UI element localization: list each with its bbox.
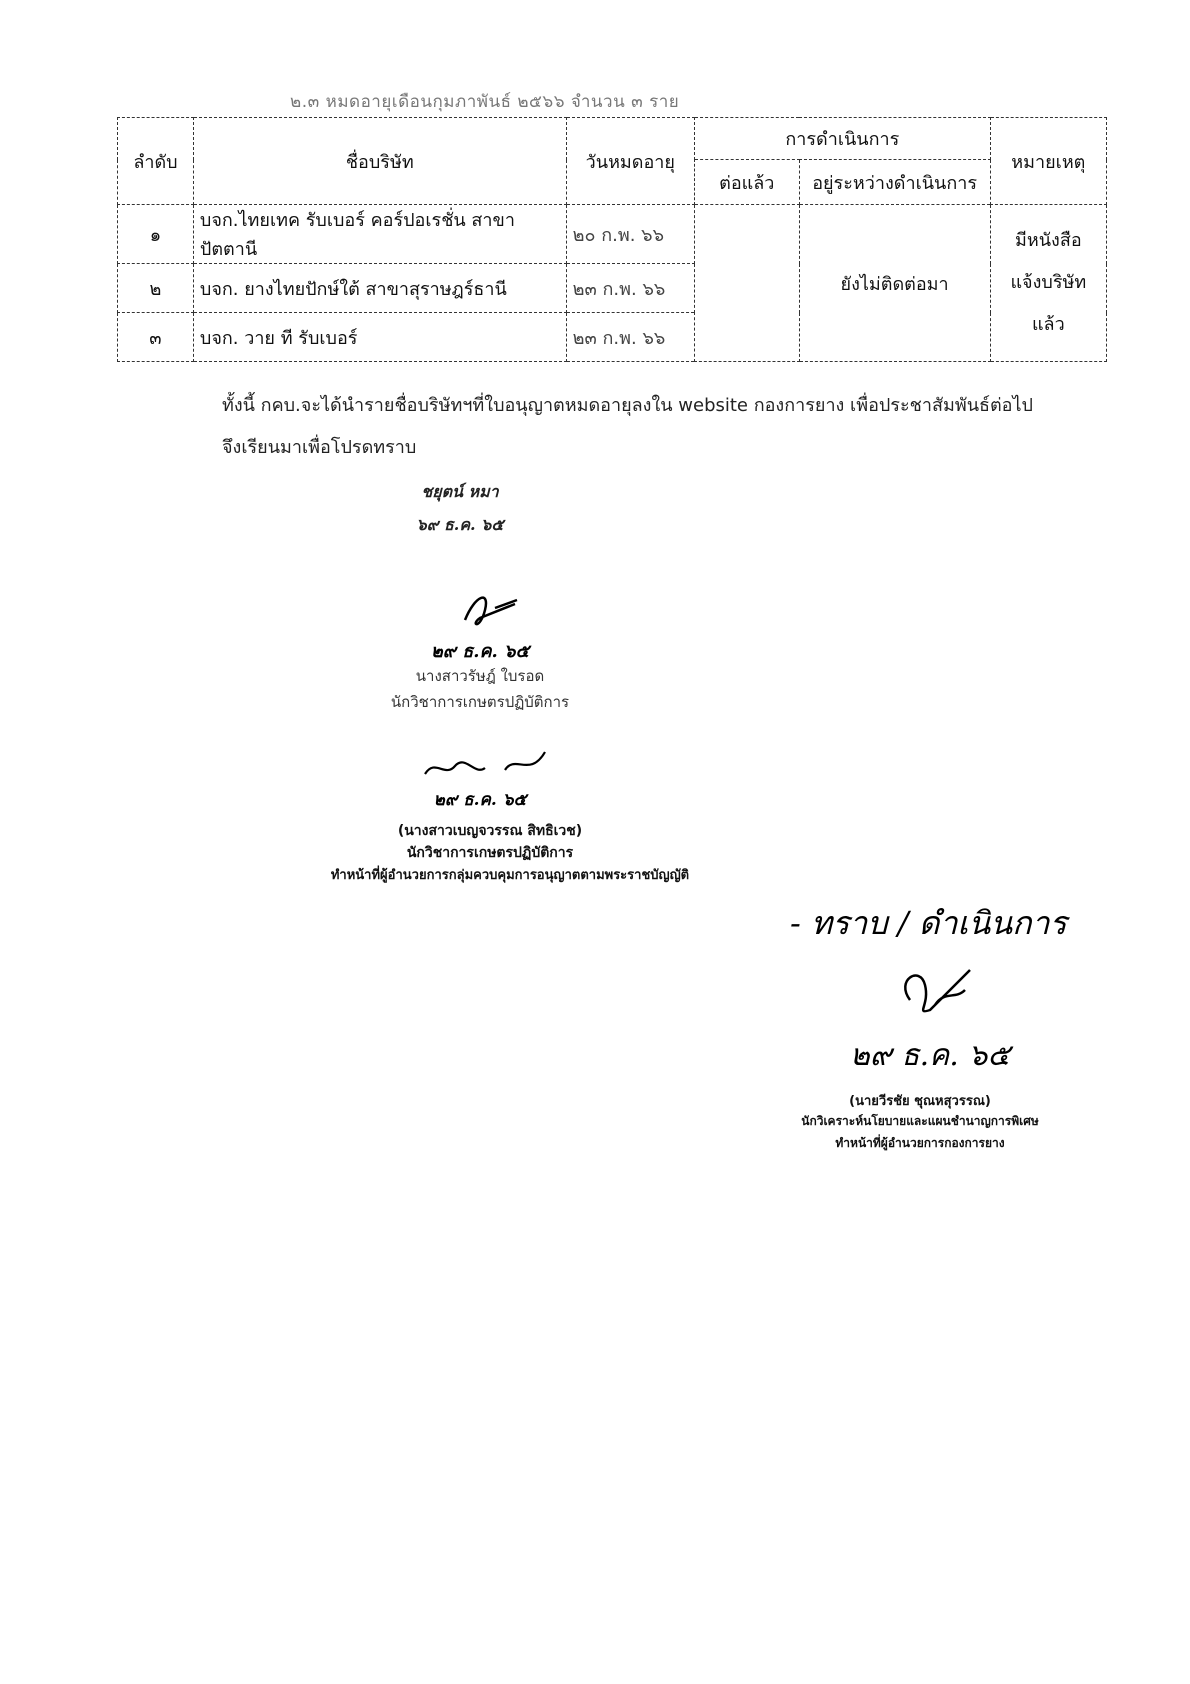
sig2-role: ทำหน้าที่ผู้อำนวยการกลุ่มควบคุมการอนุญาตตามพระราชบัญญัติ — [330, 868, 690, 883]
sig2-title: นักวิชาการเกษตรปฏิบัติการ — [406, 845, 574, 861]
header-company: ชื่อบริษัท — [193, 118, 566, 205]
header-done: ต่อแล้ว — [694, 160, 799, 205]
paragraph-closing: จึงเรียนมาเพื่อโปรดทราบ — [222, 437, 417, 458]
sig3-title: นักวิเคราะห์นโยบายและแผนชำนาญการพิเศษ — [801, 1114, 1039, 1128]
row-no: ๒ — [118, 264, 194, 313]
remark-cell — [990, 205, 1106, 362]
handwritten-note-2: - ทราบ / ดำเนินการ — [790, 904, 1067, 942]
sig1-date: ๒๙ ธ.ค. ๖๕ — [430, 641, 530, 662]
handwritten-line: ชยุตน์ หมา — [421, 482, 499, 501]
section-caption: ๒.๓ หมดอายุเดือนกุมภาพันธ์ ๒๕๖๖ จำนวน ๓ ราย — [290, 92, 680, 112]
sig3-role: ทำหน้าที่ผู้อำนวยการกองการยาง — [835, 1136, 1005, 1150]
sig2-name: (นางสาวเบญจวรรณ สิทธิเวช) — [397, 823, 583, 839]
sig3-name: (นายวีรชัย ชุณหสุวรรณ) — [849, 1094, 991, 1109]
remark-line: แล้ว — [1031, 314, 1065, 335]
header-expiry: วันหมดอายุ — [566, 118, 694, 205]
handwritten-line: ๖๙ ธ.ค. ๖๕ — [416, 515, 504, 534]
sig1-name: นางสาวรัษฎ์ ใบรอด — [415, 667, 545, 685]
row-company: บจก. วาย ที รับเบอร์ — [193, 313, 566, 362]
header-no: ลำดับ — [118, 118, 194, 205]
handwritten-note-1 — [400, 480, 520, 538]
sig2-date: ๒๙ ธ.ค. ๖๕ — [433, 790, 527, 810]
row-expiry: ๒๓ ก.พ. ๖๖ — [566, 313, 694, 362]
signature-scribble-1 — [455, 590, 525, 630]
row-no: ๓ — [118, 313, 194, 362]
remark-line: แจ้งบริษัท — [1010, 272, 1087, 293]
sig1-title: นักวิชาการเกษตรปฏิบัติการ — [390, 693, 570, 711]
signature-scribble-2 — [420, 748, 560, 784]
remark-line: มีหนังสือ — [1015, 230, 1082, 251]
table-header-row — [118, 118, 1107, 160]
row-no: ๑ — [118, 205, 194, 264]
paragraph-website-notice: ทั้งนี้ กคบ.จะได้นำรายชื่อบริษัทฯที่ใบอนุญาตหมดอายุลงใน website กองการยาง เพื่อประชาสัมพันธ์ต่อไป — [222, 395, 1033, 416]
header-in-progress: อยู่ระหว่างดำเนินการ — [799, 160, 990, 205]
row-done-empty — [694, 205, 799, 362]
row-expiry: ๒๓ ก.พ. ๖๖ — [566, 264, 694, 313]
row-expiry: ๒๐ ก.พ. ๖๖ — [566, 205, 694, 264]
signature-scribble-3 — [890, 960, 980, 1030]
expiry-table — [117, 117, 1107, 362]
sig3-date: ๒๙ ธ.ค. ๖๕ — [850, 1038, 1011, 1073]
row-company: บจก. ยางไทยปักษ์ใต้ สาขาสุราษฎร์ธานี — [193, 264, 566, 313]
header-remark: หมายเหตุ — [990, 118, 1106, 205]
status-cell: ยังไม่ติดต่อมา — [799, 205, 990, 362]
header-operation: การดำเนินการ — [694, 118, 990, 160]
row-company: บจก.ไทยเทค รับเบอร์ คอร์ปอเรชั่น สาขาปัตตานี — [193, 205, 566, 264]
table-row — [118, 205, 1107, 264]
